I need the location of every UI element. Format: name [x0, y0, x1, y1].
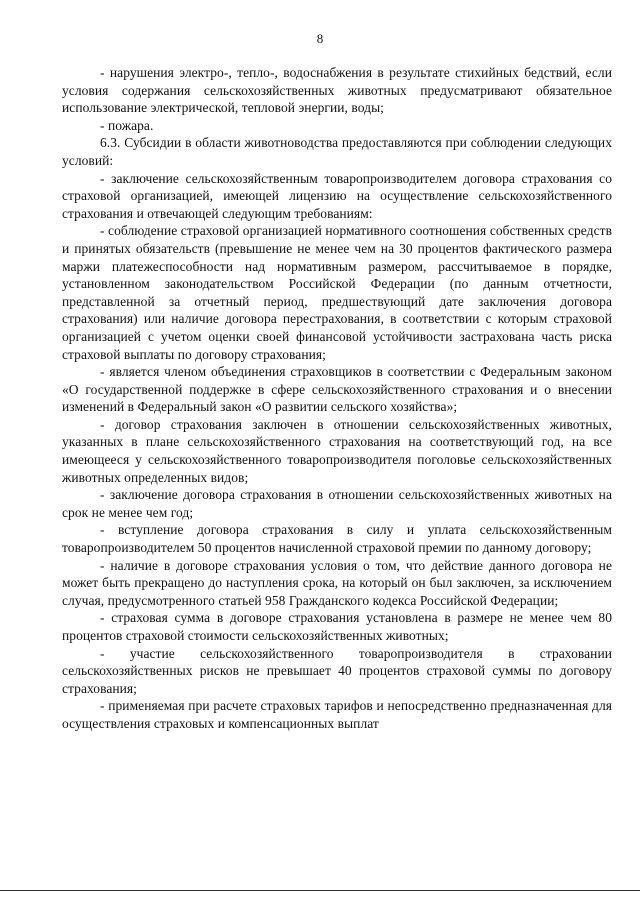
paragraph: 6.3. Субсидии в области животноводства предоставляются при соблюдении следующих условий: [62, 135, 612, 168]
paragraph: - является членом объединения страховщиков в соответствии с Федеральным законом «О государственной поддержке в сфере сельскохозяйственного страхования и о внесении изменений в Федеральный закон «О развитии сельского хозяйства»; [62, 364, 612, 415]
page-number: 8 [316, 31, 324, 46]
paragraph: - страховая сумма в договоре страхования установлена в размере не менее чем 80 процентов страховой стоимости сельскохозяйственных животных; [62, 610, 612, 643]
paragraph: - применяемая при расчете страховых тарифов и непосредственно предназначенная для осуществления страховых и компенсационных выплат [62, 698, 612, 731]
paragraph: - вступление договора страхования в силу и уплата сельскохозяйственным товаропроизводителем 50 процентов начисленной страховой премии по данному договору; [62, 522, 612, 556]
paragraph: - соблюдение страховой организацией нормативного соотношения собственных средств и принятых обязательств (превышение не менее чем на 30 процентов фактического размера маржи платежеспособности над нормативным размером, рассчитываемое в порядке, установленном законодательством Российской Федерации (по данным отчетности, представленной за отчетный период, предшествующий дате заключения договора страхования) или наличие договора перестрахования, в соответствии с которым страховой организацией с учетом оценки своей финансовой устойчивости застрахована часть риска страховой выплаты по договору страхования; [62, 223, 612, 362]
paragraph: - договор страхования заключен в отношении сельскохозяйственных животных, указанных в плане сельскохозяйственного страхования на соответствующий год, на все имеющееся у сельскохозяйственного товаропроизводителя поголовье сельскохозяйственных животных определенных видов; [62, 416, 612, 485]
scan-edge-line [0, 890, 640, 891]
paragraph: - пожара. [100, 117, 154, 133]
paragraph: - заключение договора страхования в отношении сельскохозяйственных животных на срок не менее чем год; [62, 487, 612, 520]
paragraph: - заключение сельскохозяйственным товаропроизводителем договора страхования со страховой организацией, имеющей лицензию на осуществление сельскохозяйственного страхования и отвечающей следующим требованиям: [62, 170, 612, 221]
paragraph: - наличие в договоре страхования условия о том, что действие данного договора не может быть прекращено до наступления срока, на который он был заключен, за исключением случая, предусмотренного статьей 958 Гражданского кодекса Российской Федерации; [62, 557, 612, 608]
paragraph: - нарушения электро-, тепло-, водоснабжения в результате стихийных бедствий, если условия содержания сельскохозяйственных животных предусматривают обязательное использование электрической, тепловой энергии, воды; [62, 65, 612, 116]
paragraph: - участие сельскохозяйственного товаропроизводителя в страховании сельскохозяйственных рисков не превышает 40 процентов страховой суммы по договору страхования; [62, 645, 612, 696]
document-body [62, 64, 612, 733]
